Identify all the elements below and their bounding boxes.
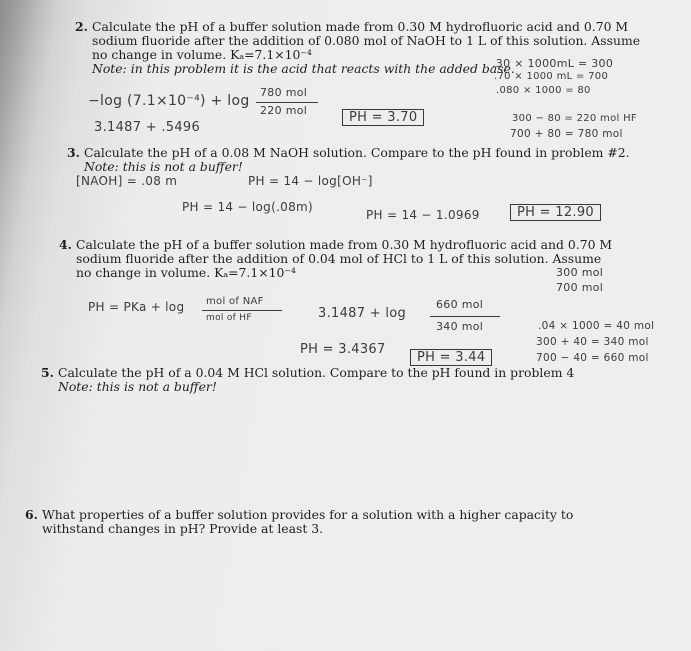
hw-q2-side-2: .70 × 1000 mL = 700	[494, 71, 609, 82]
hw-q2-side-1: .30 × 1000mL = 300	[492, 57, 614, 70]
hw-q2-result-line: 3.1487 + .5496	[94, 120, 201, 135]
hw-q2-equation: −log (7.1×10⁻⁴) + log	[88, 93, 250, 109]
hw-q4-fraction-2-denominator: 340 mol	[436, 320, 484, 333]
question-text-line: no change in volume. Kₐ=7.1×10⁻⁴	[92, 47, 312, 62]
question-note: Note: this is not a buffer!	[84, 159, 243, 174]
hw-q4-equation-2: 3.1487 + log	[318, 306, 407, 321]
hw-q3-ph-computed: PH = 14 − 1.0969	[366, 208, 480, 222]
question-text-line: Calculate the pH of a buffer solution made from 0.30 M hydrofluoric acid and 0.70 M	[92, 19, 629, 34]
question-text-line: Calculate the pH of a 0.08 M NaOH solution. Compare to the pH found in problem #2.	[84, 145, 630, 160]
hw-q3-ph-formula: PH = 14 − log[OH⁻]	[248, 174, 373, 188]
hw-q3-answer-box: PH = 12.90	[510, 204, 601, 221]
question-text-line: sodium fluoride after the addition of 0.080 mol of NaOH to 1 L of this solution. Assume	[92, 33, 641, 48]
hw-q4-fraction-denominator: mol of HF	[206, 313, 252, 323]
hw-q3-ph-substituted: PH = 14 − log(.08m)	[182, 200, 314, 214]
question-number: 4.	[59, 237, 72, 252]
hw-q4-side-2: 700 mol	[556, 281, 604, 294]
hw-q4-result: PH = 3.4367	[300, 342, 386, 357]
hw-q4-fraction-2-numerator: 660 mol	[436, 298, 484, 311]
hw-q2-answer-box: PH = 3.70	[342, 109, 424, 126]
hw-q3-concentration: [NAOH] = .08 m	[76, 174, 178, 188]
question-note: Note: in this problem it is the acid that reacts with the added base.	[92, 61, 515, 76]
question-text-line: Calculate the pH of a 0.04 M HCl solution. Compare to the pH found in problem 4	[58, 365, 575, 380]
hw-q4-calc-3: 700 − 40 = 660 mol	[536, 352, 649, 364]
question-text-line: withstand changes in pH? Provide at least 3.	[42, 521, 324, 536]
hw-q4-side-1: 300 mol	[556, 266, 604, 279]
hw-q4-calc-2: 300 + 40 = 340 mol	[536, 336, 649, 348]
hw-q2-side-3: .080 × 1000 = 80	[496, 85, 591, 96]
hw-q2-calc-2: 700 + 80 = 780 mol	[510, 128, 623, 140]
question-3	[67, 145, 630, 174]
question-4	[59, 237, 613, 280]
question-5	[41, 365, 575, 394]
hw-q2-fraction-bar	[256, 102, 318, 103]
hw-q2-calc-1: 300 − 80 = 220 mol HF	[512, 113, 637, 124]
question-6	[25, 507, 574, 536]
question-number: 6.	[25, 507, 38, 522]
hw-q4-fraction-numerator: mol of NAF	[206, 296, 264, 307]
question-text-line: no change in volume. Kₐ=7.1×10⁻⁴	[76, 265, 296, 280]
question-number: 5.	[41, 365, 54, 380]
question-number: 3.	[67, 145, 80, 160]
question-text-line: What properties of a buffer solution provides for a solution with a higher capacity to	[42, 507, 574, 522]
hw-q4-fraction-2-bar	[430, 316, 500, 317]
hw-q4-equation: PH = PKa + log	[88, 300, 185, 314]
question-text-line: Calculate the pH of a buffer solution made from 0.30 M hydrofluoric acid and 0.70 M	[76, 237, 613, 252]
hw-q4-calc-1: .04 × 1000 = 40 mol	[538, 320, 655, 332]
hw-q4-fraction-bar	[202, 310, 282, 311]
question-number: 2.	[75, 19, 88, 34]
question-text-line: sodium fluoride after the addition of 0.04 mol of HCl to 1 L of this solution. Assume	[76, 251, 602, 266]
hw-q4-answer-box: PH = 3.44	[410, 349, 492, 366]
hw-q2-fraction-numerator: 780 mol	[260, 86, 308, 99]
question-note: Note: this is not a buffer!	[58, 379, 217, 394]
hw-q2-fraction-denominator: 220 mol	[260, 104, 308, 117]
